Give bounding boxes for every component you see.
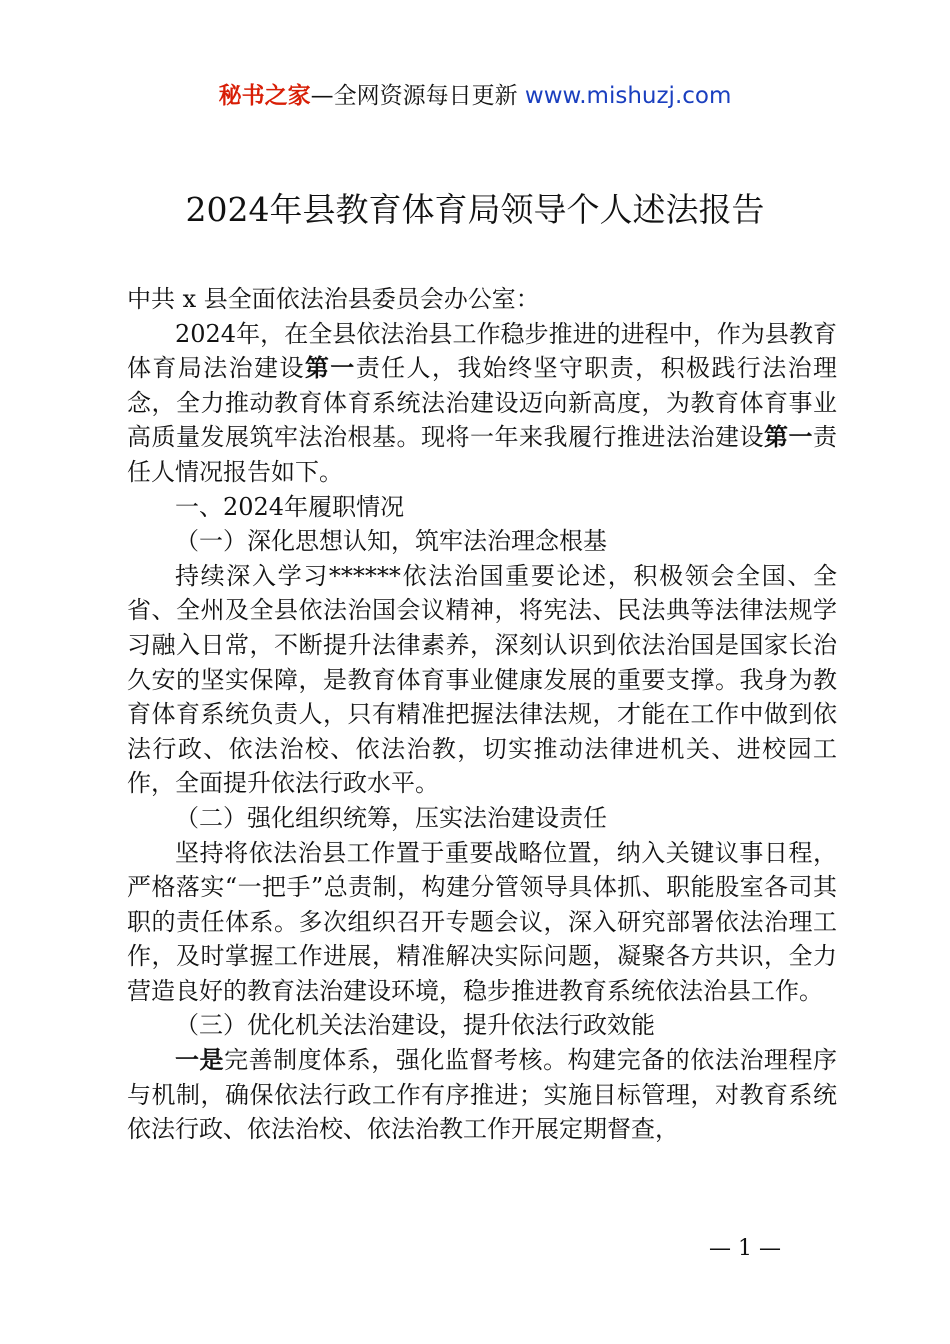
section-heading: 一、2024年履职情况 [175, 492, 405, 521]
subsection-heading-2: （二）强化组织统筹，压实法治建设责任 [175, 803, 607, 832]
intro-text-2: 责任人，我始终坚守职责，积极践行法治理念，全力推动教育体育系统法治建设迈向新高度，为教育体育事业高质量发展筑牢法治根基。现将一年来我履行推进法治建设 [127, 354, 838, 452]
intro-bold-1: 第一 [304, 353, 356, 383]
banner-brand: 秘书之家 [218, 83, 311, 109]
page-number: — 1 — [709, 1236, 781, 1261]
intro-text-1: 2024年，在全县依法治县工作稳步推进的进程中，作为县教育体育局法治建设 [127, 319, 837, 383]
subsection-heading-1: （一）深化思想认知，筑牢法治理念根基 [175, 527, 607, 556]
site-banner [0, 80, 950, 112]
subsection-text-3 [127, 1043, 837, 1147]
subsection-text-2: 坚持将依法治县工作置于重要战略位置，纳入关键议事日程，严格落实“一把手”总责制，构建分管领导具体抓、职能股室各司其职的责任体系。多次组织召开专题会议，深入研究部署依法治理工作，及时掌握工作进展，精准解决实际问题，凝聚各方共识，全力营造良好的教育法治建设环境，稳步推进教育系统依法治县工作。 [127, 838, 837, 1005]
banner-url-link[interactable]: www.mishuzj.com [524, 83, 732, 109]
subsection-text-1: 持续深入学习******依法治国重要论述，积极领会全国、全省、全州及全县依法治国会议精神，将宪法、民法典等法律法规学习融入日常，不断提升法律素养，深刻认识到依法治国是国家长治久安的坚实保障，是教育体育事业健康发展的重要支撑。我身为教育体育系统负责人，只有精准把握法律法规，才能在工作中做到依法行政、依法治校、依法治教，切实推动法律进机关、进校园工作，全面提升依法行政水平。 [127, 561, 837, 798]
document-title: 2024年县教育体育局领导个人述法报告 [185, 190, 765, 229]
subsection-lead-3: 一是 [175, 1045, 225, 1075]
subsection-body-3: 完善制度体系，强化监督考核。构建完备的依法治理程序与机制，确保依法行政工作有序推进；实施目标管理，对教育系统依法行政、依法治校、依法治教工作开展定期督查， [127, 1046, 837, 1144]
document-body [127, 282, 837, 1147]
salutation: 中共 x 县全面依法治县委员会办公室： [127, 285, 540, 313]
banner-tagline: —全网资源每日更新 [310, 83, 525, 109]
subsection-heading-3: （三）优化机关法治建设，提升依法行政效能 [175, 1011, 655, 1040]
intro-bold-2: 第一 [764, 422, 813, 452]
intro-text-3: 责任人情况报告如下。 [127, 423, 837, 486]
intro-paragraph [127, 317, 837, 490]
